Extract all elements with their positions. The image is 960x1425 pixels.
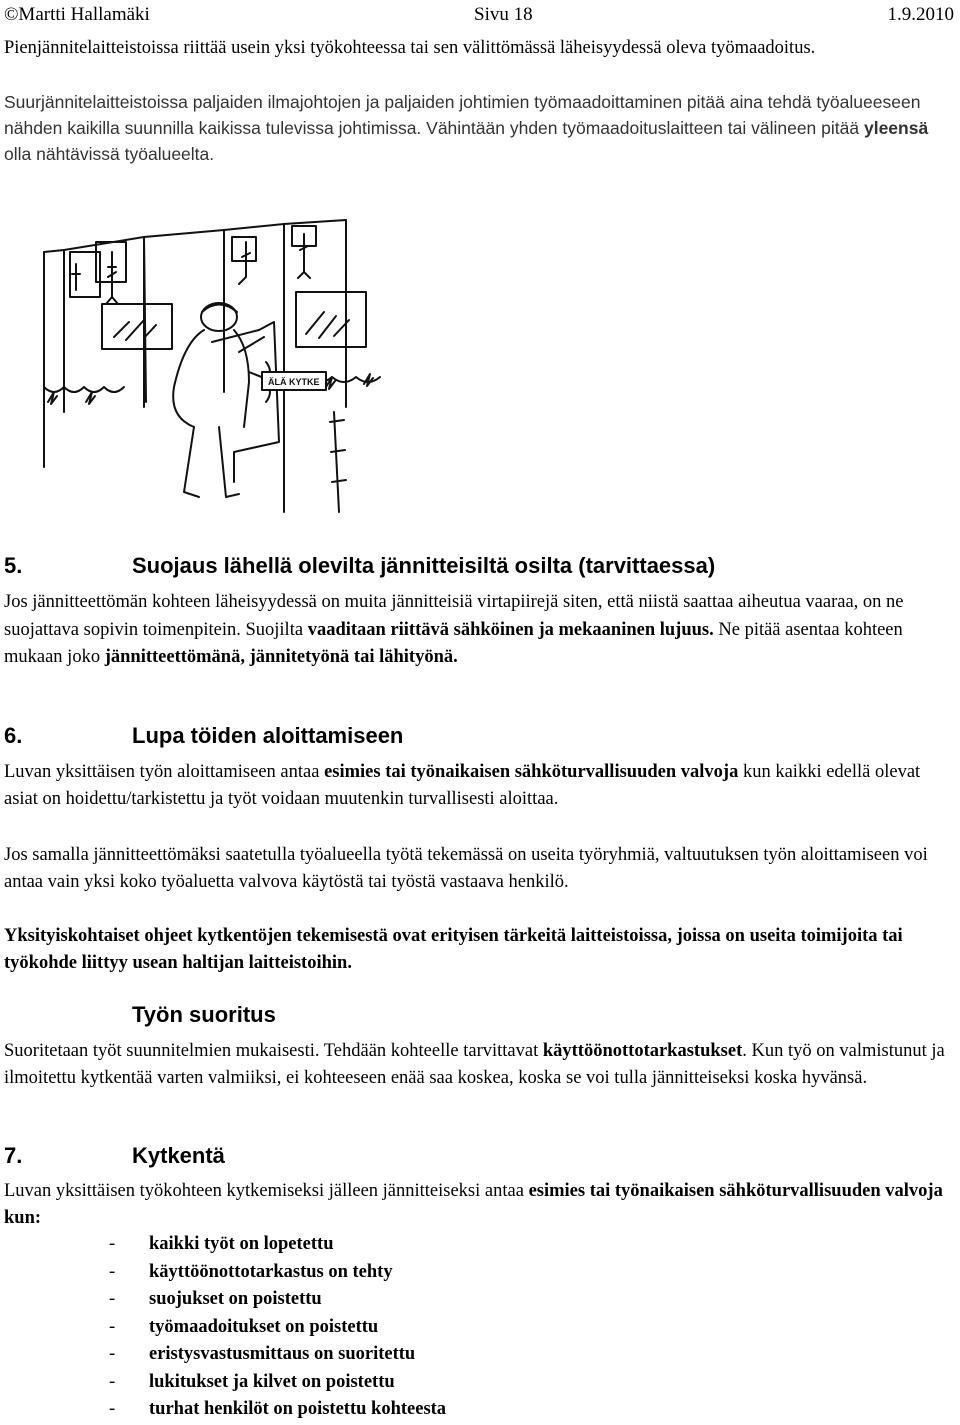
list-item: - eristysvastusmittaus on suoritettu [109,1344,416,1364]
intro-paragraph-1: Pienjännitelaitteistoissa riittää usein yksi työkohteessa tai sen välittömässä läheisyydessä oleva työmaadoitus. [4,38,816,58]
section-6-title: Lupa töiden aloittamiseen [132,723,404,748]
page-header [4,0,954,30]
list-item: - turhat henkilöt on poistettu kohteesta [109,1399,447,1419]
intro-paragraph-2: Suurjännitelaitteistoissa paljaiden ilmajohtojen ja paljaiden johtimien työmaadoittaminen pitää aina tehdä työalueeseen nähden kaikilla suunnilla kaikissa tulevissa johtimissa. Vähintään yhden työmaadoituslaitteen tai välineen pitää yleensä olla nähtävissä työalueelta. [4,92,929,164]
header-author: ©Martti Hallamäki [4,4,150,25]
section-6-paragraph-1: Luvan yksittäisen työn aloittamiseen antaa esimies tai työnaikaisen sähköturvallisuuden valvoja kun kaikki edellä olevat asiat on hoidettu/tarkistettu ja työt voidaan muutenkin turvallisesti aloittaa. [4,762,921,809]
section-6-number: 6. [4,723,23,748]
list-item: - työmaadoitukset on poistettu [109,1316,379,1337]
section-5-title: Suojaus lähellä olevilta jännitteisiltä osilta (tarvittaessa) [132,553,716,578]
list-item: - suojukset on poistettu [109,1289,322,1309]
section-7-number: 7. [4,1143,23,1168]
section-5-number: 5. [4,553,23,578]
section-5-text: Jos jännitteettömän kohteen läheisyydessä on muita jännitteisiä virtapiirejä siten, että niistä saattaa aiheutua vaaraa, on ne suojattava sopivin toimenpitein. Suojilta vaaditaan riittävä sähköinen ja mekaaninen lujuus. Ne pitää asentaa kohteen mukaan joko jännitteettömänä, jännitetyönä tai lähityönä. [4,592,904,667]
header-page-number: Sivu 18 [474,4,533,25]
work-title: Työn suoritus [132,1002,276,1027]
sign-text: ÄLÄ KYTKE [268,377,320,387]
list-item: - kaikki työt on lopetettu [109,1234,334,1254]
section-7-paragraph: Luvan yksittäisen työkohteen kytkemiseksi jälleen jännitteiseksi antaa esimies tai työnaikaisen sähköturvallisuuden valvoja kun: [4,1181,943,1228]
section-7-title: Kytkentä [132,1143,225,1168]
grounding-work-illustration [34,212,404,532]
list-item: - käyttöönottotarkastus on tehty [109,1261,393,1282]
list-item: - lukitukset ja kilvet on poistettu [109,1371,395,1392]
reconnection-checklist [109,1231,809,1424]
section-6-paragraph-3: Yksityiskohtaiset ohjeet kytkentöjen tekemisestä ovat erityisen tärkeitä laitteistoissa, joissa on useita toimijoita tai työkohde liittyy usean haltijan laitteistoihin. [4,926,903,973]
section-6-paragraph-2: Jos samalla jännitteettömäksi saatetulla työalueella työtä tekemässä on useita työryhmiä, valtuutuksen työn aloittamiseen voi antaa vain yksi koko työaluetta valvova käytöstä tai työstä vastaava henkilö. [4,845,928,892]
work-paragraph: Suoritetaan työt suunnitelmien mukaisesti. Tehdään kohteelle tarvittavat käyttöönottotarkastukset. Kun työ on valmistunut ja ilmoitettu kytkentää varten valmiiksi, ei kohteeseen enää saa koskea, koska se voi tulla jännitteiseksi koska hyvänsä. [4,1041,945,1088]
header-date: 1.9.2010 [887,4,954,25]
